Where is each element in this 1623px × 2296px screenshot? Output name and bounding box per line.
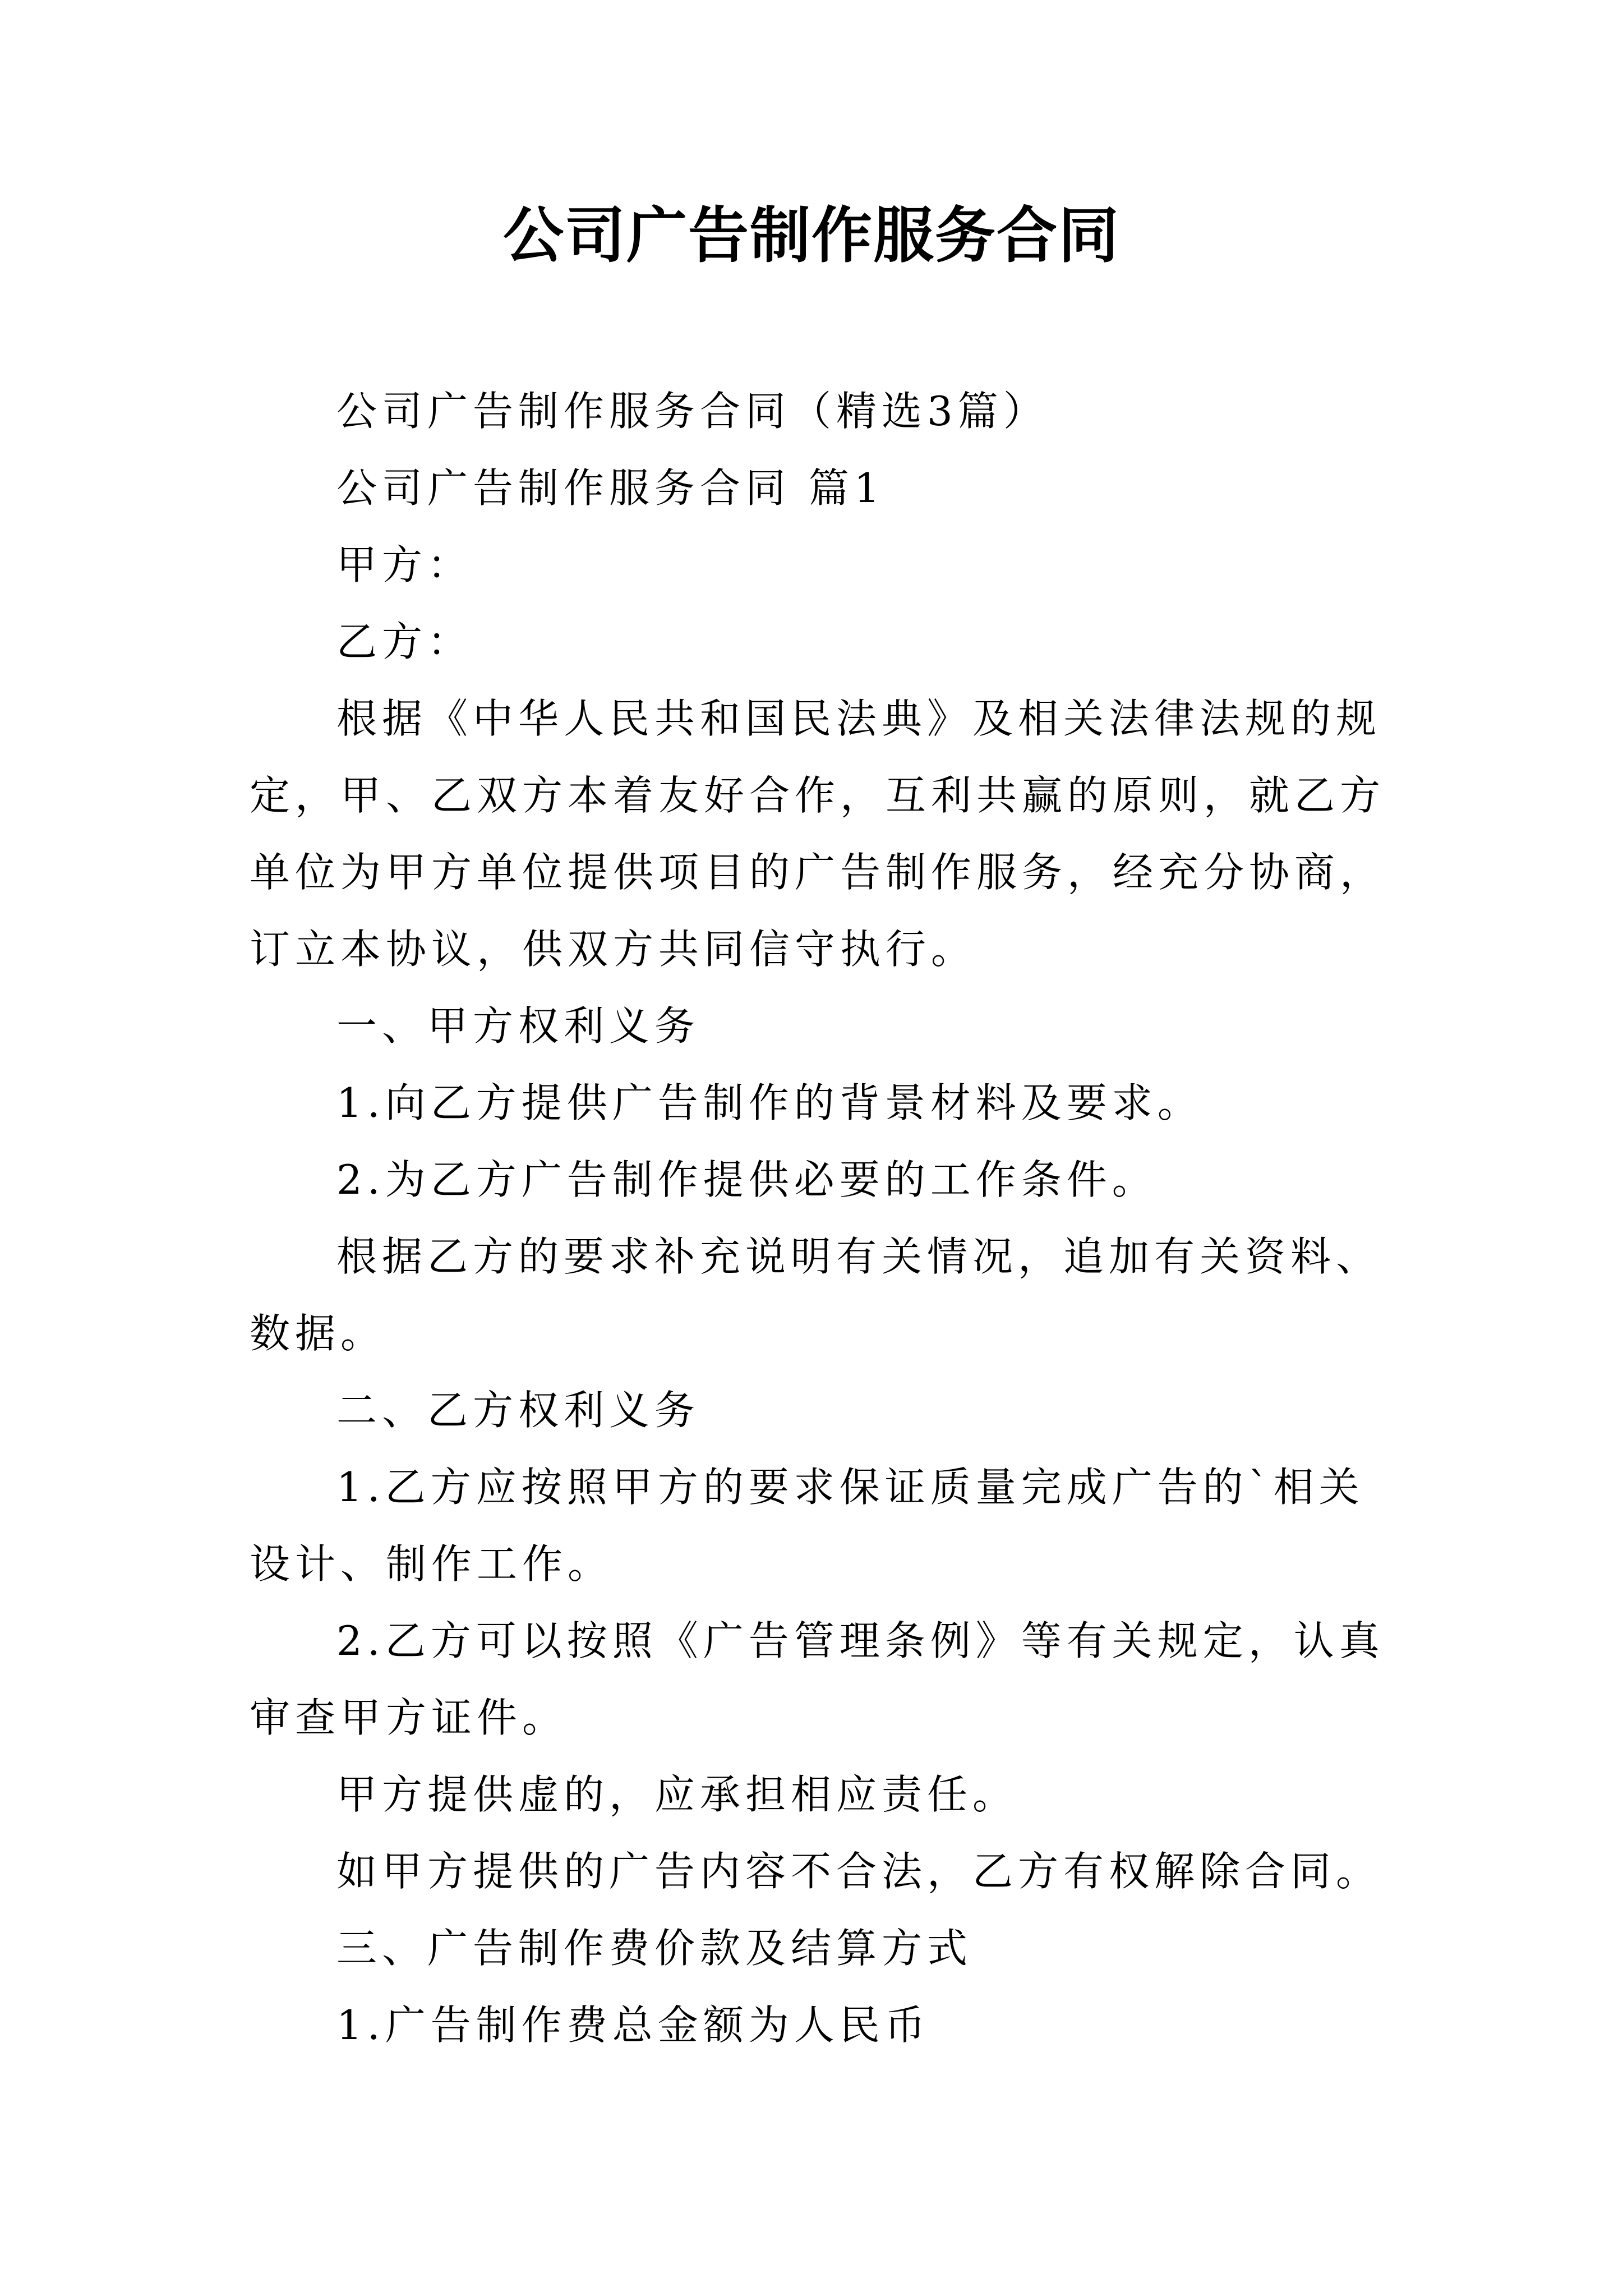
document-title: 公司广告制作服务合同 — [502, 200, 1120, 271]
paragraph-clause: 如甲方提供的广告内容不合法，乙方有权解除合同。 — [336, 1848, 1382, 1895]
paragraph-subtitle: 公司广告制作服务合同（精选3篇） — [336, 388, 1049, 435]
paragraph-part-heading: 公司广告制作服务合同 篇1 — [336, 464, 885, 512]
section-heading-party-b-rights: 二、乙方权利义务 — [336, 1387, 700, 1434]
paragraph-clause: 1.向乙方提供广告制作的背景材料及要求。 — [336, 1079, 1203, 1126]
document-body — [250, 373, 1385, 2064]
paragraph-clause: 2.乙方可以按照《广告管理条例》等有关规定，认真审查甲方证件。 — [250, 1617, 1385, 1741]
paragraph-clause: 1.广告制作费总金额为人民币 — [336, 2001, 930, 2049]
paragraph-clause: 根据乙方的要求补充说明有关情况，追加有关资料、数据。 — [250, 1233, 1382, 1357]
section-heading-party-a-rights: 一、甲方权利义务 — [336, 1002, 700, 1050]
paragraph-clause: 2.为乙方广告制作提供必要的工作条件。 — [336, 1156, 1158, 1203]
paragraph-preamble: 根据《中华人民共和国民法典》及相关法律法规的规定，甲、乙双方本着友好合作，互利共赢的原则，就乙方单位为甲方单位提供项目的广告制作服务，经充分协商，订立本协议，供双方共同信守执行。 — [250, 695, 1386, 973]
section-heading-fees: 三、广告制作费价款及结算方式 — [336, 1925, 973, 1972]
paragraph-clause: 甲方提供虚的，应承担相应责任。 — [336, 1771, 1018, 1818]
paragraph-clause: 1.乙方应按照甲方的要求保证质量完成广告的`相关设计、制作工作。 — [250, 1464, 1364, 1588]
paragraph-party-a: 甲方： — [336, 541, 473, 588]
paragraph-party-b: 乙方： — [336, 618, 473, 665]
